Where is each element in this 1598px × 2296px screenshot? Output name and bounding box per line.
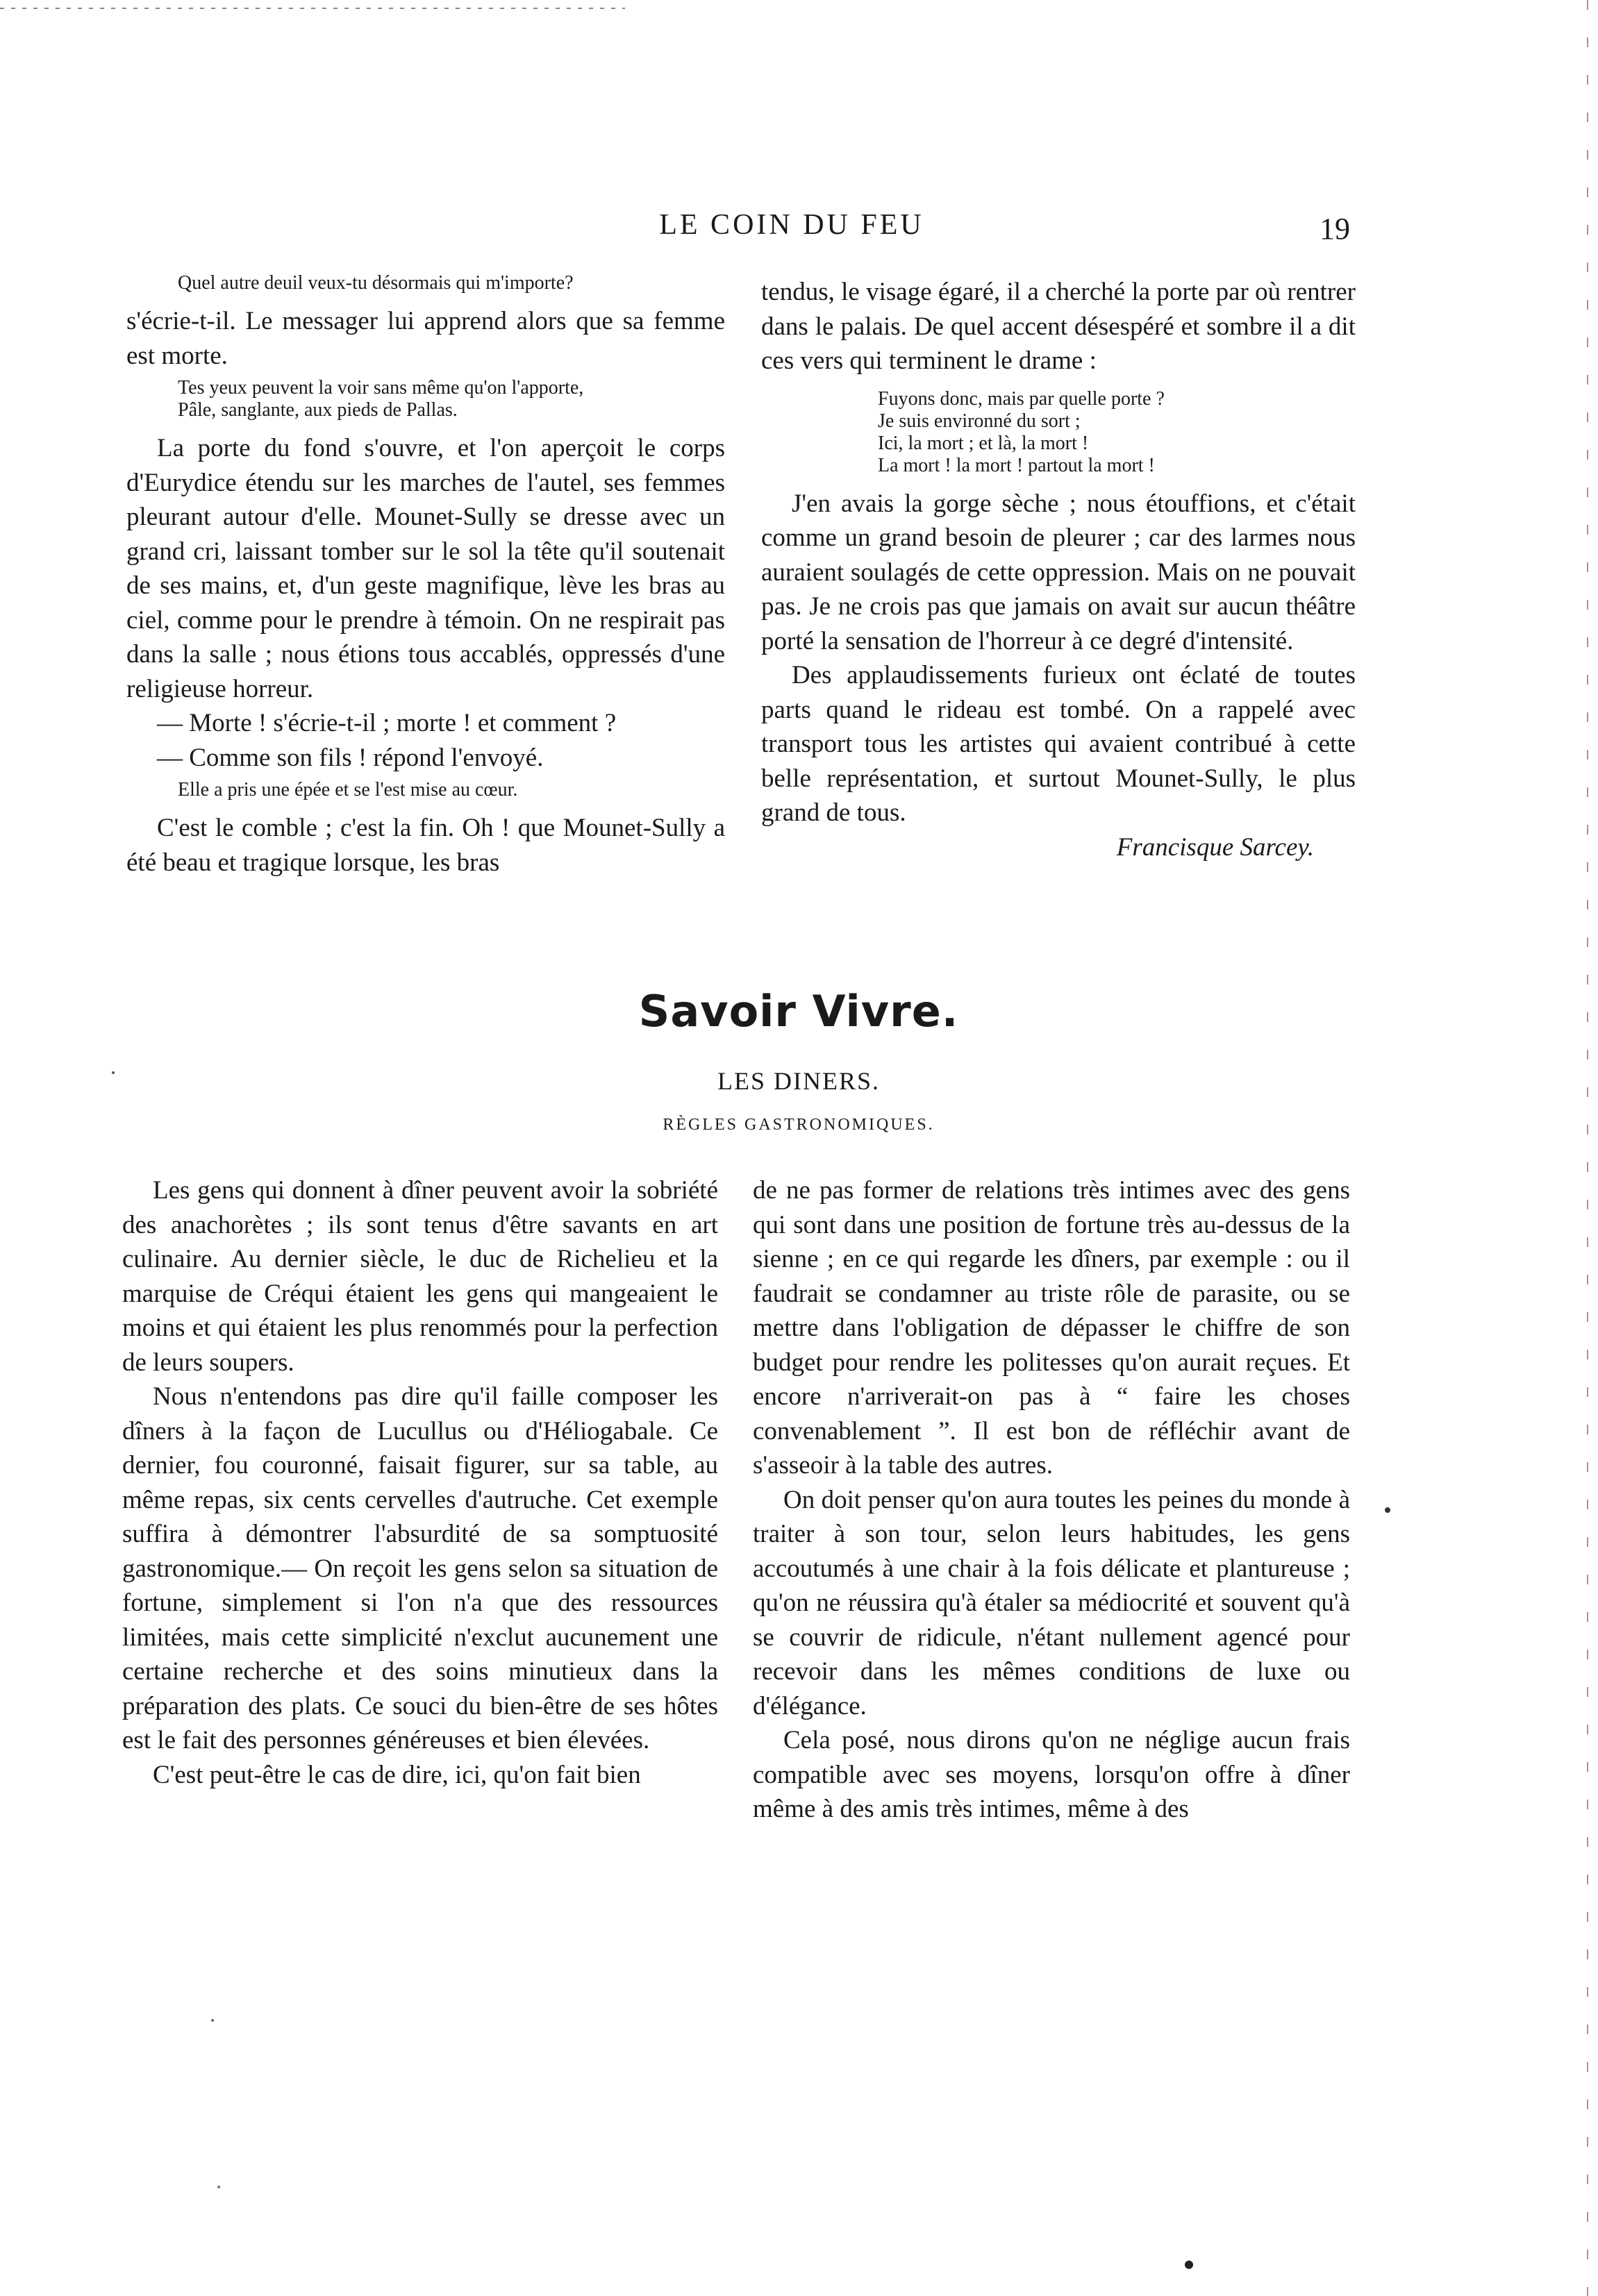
paragraph: C'est le comble ; c'est la fin. Oh ! que Mounet-Sully a été beau et tragique lorsque, les bras xyxy=(126,814,725,877)
paragraph: tendus, le visage égaré, il a cherché la porte par où rentrer dans le palais. De quel accent désespéré et sombre il a dit ces vers qui terminent le drame : xyxy=(761,278,1356,375)
verse-line: La mort ! la mort ! partout la mort ! xyxy=(878,454,1155,476)
paragraph: Les gens qui donnent à dîner peuvent avoir la sobriété des anachorètes ; ils sont tenus d'être savants en art culinaire. Au dernier siècle, le duc de Richelieu et la marquise de Créqui étaient les gens qui mangeaient le moins et qui étaient les plus renommés pour la perfection de leurs soupers. xyxy=(122,1176,718,1377)
article1-column-right xyxy=(761,275,1356,864)
verse-line: Quel autre deuil veux-tu désormais qui m'importe? xyxy=(178,272,574,294)
paragraph: de ne pas former de relations très intimes avec des gens qui sont dans une position de fortune très au-dessus de la sienne ; en ce qui regarde les dîners, par exemple : ou il faudrait se condamner au triste rôle de parasite, ou se mettre dans l'obligation de dépasser le chiffre de son budget pour rendre les politesses qu'on aurait reçues. Et encore n'arriverait-on pas à “ faire les choses convenablement ”. Il est bon de réfléchir avant de s'asseoir à la table des autres. xyxy=(753,1176,1350,1480)
paragraph: On doit penser qu'on aura toutes les peines du monde à traiter à son tour, selon leurs habitudes, les gens accoutumés à une chair à la fois délicate et plantureuse ; qu'on ne réussira qu'à étaler sa médiocrité et souvent qu'à se couvrir de ridicule, n'étant nullement agencé pour recevoir dans les mêmes conditions de luxe ou d'élégance. xyxy=(753,1485,1350,1720)
article2-column-left xyxy=(122,1173,718,1792)
paragraph: J'en avais la gorge sèche ; nous étouffions, et c'était comme un grand besoin de pleurer ; car des larmes nous auraient soulagés de cette oppression. Mais on ne pouvait pas. Je ne crois pas que jamais on avait sur aucun théâtre porté la sensation de l'horreur à ce degré d'intensité. xyxy=(761,489,1356,655)
section-subtitle: LES DINERS. xyxy=(717,1067,880,1095)
paragraph: Cela posé, nous dirons qu'on ne néglige aucun frais compatible avec ses moyens, lorsqu'on offre à dîner même à des amis très intimes, même à des xyxy=(753,1726,1350,1823)
verse-line: Fuyons donc, mais par quelle porte ? xyxy=(878,387,1165,410)
dialogue-line: — Morte ! s'écrie-t-il ; morte ! et comment ? xyxy=(157,709,617,737)
verse-line: Ici, la mort ; et là, la mort ! xyxy=(878,432,1089,454)
dialogue-line: — Comme son fils ! répond l'envoyé. xyxy=(157,743,544,772)
verse-line: Pâle, sanglante, aux pieds de Pallas. xyxy=(178,399,458,421)
section-title: Savoir Vivre. xyxy=(638,986,959,1037)
paragraph: Nous n'entendons pas dire qu'il faille composer les dîners à la façon de Lucullus ou d'Héliogabale. Ce dernier, fou couronné, faisait figurer, sur sa table, au même repas, six cents cervelles d'autruche. Cet exemple suffira à démontrer l'absurdité de sa somptuosité gastronomique.— On reçoit les gens selon sa situation de fortune, simplement si l'on n'a que des ressources limitées, mais cette simplicité n'exclut aucunement une certaine recherche et des soins minutieux dans la préparation des plats. Ce souci du bien-être de ses hôtes est le fait des personnes généreuses et bien élevées. xyxy=(122,1382,718,1754)
paragraph: Des applaudissements furieux ont éclaté de toutes parts quand le rideau est tombé. On a rappelé avec transport tous les artistes qui avaient contribué à cette belle représentation, et surtout Mounet-Sully, le plus grand de tous. xyxy=(761,661,1356,827)
verse-line: Elle a pris une épée et se l'est mise au cœur. xyxy=(178,779,518,801)
running-header: LE COIN DU FEU xyxy=(659,209,924,241)
verse-block xyxy=(126,779,725,801)
section-subsubtitle: RÈGLES GASTRONOMIQUES. xyxy=(663,1116,935,1134)
verse-block xyxy=(126,272,725,294)
paragraph: C'est peut-être le cas de dire, ici, qu'on fait bien xyxy=(153,1760,641,1789)
verse-line: Tes yeux peuvent la voir sans même qu'on l'apporte, xyxy=(178,377,584,399)
article1-column-left xyxy=(126,272,725,880)
verse-block xyxy=(126,377,725,421)
article2-column-right xyxy=(753,1173,1350,1827)
page-number: 19 xyxy=(1320,212,1350,246)
paragraph: s'écrie-t-il. Le messager lui apprend alors que sa femme est morte. xyxy=(126,307,725,370)
paragraph: La porte du fond s'ouvre, et l'on aperçoit le corps d'Eurydice étendu sur les marches de l'autel, ses femmes pleurant autour d'elle. Mounet-Sully se dresse avec un grand cri, laissant tomber sur le sol la tête qu'il soutenait de ses mains, et, d'un geste magnifique, lève les bras au ciel, comme pour le prendre à témoin. On ne respirait pas dans la salle ; nous étions tous accablés, oppressés d'une religieuse horreur. xyxy=(126,434,725,703)
author-signature: Francisque Sarcey. xyxy=(1116,832,1314,862)
verse-line: Je suis environné du sort ; xyxy=(878,410,1081,432)
verse-block xyxy=(761,388,1356,477)
